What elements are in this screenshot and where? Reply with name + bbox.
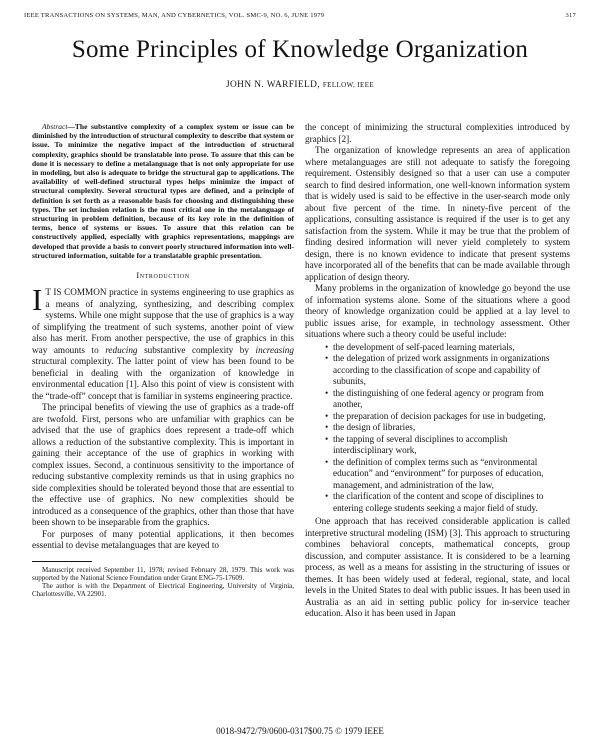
list-item — [305, 411, 570, 423]
right-paragraph-1: the concept of minimizing the structural complexities introduced by graphics [2]. — [305, 122, 570, 144]
list-item — [305, 388, 570, 411]
paper-title: Some Principles of Knowledge Organization — [71, 36, 529, 63]
list-item — [305, 353, 570, 388]
right-paragraph-2: The organization of knowledge represents an area of application where metalanguages are still not adequate to satisfy the foregoing requirement. Ostensibly designed so that a user can use a computer search to find desired information, one well-known information system that is widely used is said to be effective in the user-search mode only about five percent of the time. In ninety-five percent of the applications, consulting assistance is required if the user is to get any satisfaction from the system. While it may be true that the problem of finding desired information will never yield completely to system design, there is no known evidence to indicate that present systems have incorporated all of the benefits that can be made available through application of design theory. — [305, 145, 570, 282]
bullet-icon: • — [325, 456, 329, 467]
applications-list — [305, 342, 570, 515]
running-head — [24, 12, 576, 19]
bullet-icon: • — [325, 353, 329, 363]
bullet-icon: • — [325, 491, 329, 501]
intro-p1-text-a: T IS COMMON practice in systems engineering to use graphics as a means of analyzing, synthesizing, and describing complex systems. While one might suppose that the use of graphics is a way of simplifying the treatment of such systems, another point of view also has merit. From another perspective, the use of graphics in this way amounts to — [32, 287, 294, 355]
author-name: JOHN N. WARFIELD, — [225, 80, 321, 90]
list-item — [305, 491, 570, 514]
intro-paragraph-3: For purposes of many potential applications, it then becomes essential to devise metalanguages that are keyed to — [32, 528, 294, 551]
bullet-icon: • — [325, 433, 329, 444]
list-item-text: the design of libraries, — [333, 422, 416, 432]
footnote-manuscript: Manuscript received September 11, 1978; revised February 28, 1979. This work was supported by the National Science Foundation under Grant ENG-75-17609. — [32, 565, 294, 582]
author-role: FELLOW, IEEE — [322, 81, 375, 89]
abstract-label: Abstract — [42, 122, 68, 131]
intro-p1-emphasis-1: reducing — [105, 344, 138, 355]
list-item-text: the distinguishing of one federal agency or program from another, — [333, 387, 544, 409]
intro-paragraph-1 — [32, 282, 294, 402]
bullet-icon: • — [325, 341, 329, 352]
intro-p1-text-b: substantive complexity by — [137, 344, 256, 355]
page-number: 317 — [565, 12, 576, 19]
list-item-text: the tapping of several disciplines to accomplish interdisciplinary work, — [333, 433, 508, 455]
section-heading-introduction: Introduction — [136, 271, 190, 281]
copyright-footer: 0018-9472/79/0600-0317$00.75 © 1979 IEEE — [216, 726, 384, 736]
journal-header: IEEE TRANSACTIONS ON SYSTEMS, MAN, AND CYBERNETICS, VOL. SMC-9, NO. 6, JUNE 1979 — [24, 12, 325, 19]
bullet-icon: • — [325, 387, 329, 398]
list-item — [305, 422, 570, 434]
drop-cap: I — [32, 282, 43, 318]
list-item — [305, 457, 570, 492]
author-line — [0, 80, 600, 90]
intro-p1-text-c: structural complexity. The latter point of view has been found to be beneficial in dealing with the organization of knowledge in environmental education [1]. Also this point of view is consistent with the “trade-off” concept that is familiar in systems engineering practice. — [32, 356, 294, 401]
list-item — [305, 342, 570, 354]
abstract — [32, 122, 294, 260]
bullet-icon: • — [325, 410, 329, 421]
footnote-affiliation: The author is with the Department of Electrical Engineering, University of Virginia, Charlottesville, VA 22901. — [32, 582, 294, 599]
list-item-text: the delegation of prized work assignments in organizations according to the classification of scope and capability of subunits, — [333, 353, 550, 386]
right-paragraph-4: One approach that has received considerable application is called interpretive structural modeling (ISM) [3]. This approach to structuring combines behavioral concepts, mathematical concepts, group discussion, and computer assistance. It is considered to be a learning process, as well as a means for assisting in the structuring of issues or themes. It has been widely used at federal, regional, state, and local levels in the United States to deal with public issues. It has been used in Australia as an aid in setting public policy for in-service teacher education. Also it has been used in Japan — [305, 516, 570, 618]
abstract-text: —The substantive complexity of a complex system or issue can be diminished by the introduction of structural complexity to describe that system or issue. To minimize the negative impact of the introduction of structural complexity, graphics should be translatable into prose. To assure that this can be done it is necessary to define a metalanguage that is not only appropriate for use in modeling, but also is adequate to bridge the structural gap to applications. The availability of well-defined structural types helps minimize the impact of structural complexity. Several structural types are defined, and a principle of definition is set forth as a reasonable basis for choosing and distinguishing these types. The set inclusion relation is the most critical one in the metalanguage of structuring in problem definition, because of its key role in the definition of terms, hence of systems or issues. To assure that this relation can be constructively applied, especially with graphics representations, mappings are developed that provide a basis to convert poorly structured information into well-structured information, suitable for a translatable graphic presentation. — [32, 122, 294, 260]
right-paragraph-3: Many problems in the organization of knowledge go beyond the use of information systems alone. Some of the situations where a good theory of knowledge organization could be applied at a lay level to public issues arise, for example, in technology assessment. Other situations where such a theory could be useful include: — [305, 283, 570, 339]
list-item-text: the development of self-paced learning materials, — [333, 341, 515, 352]
list-item-text: the clarification of the content and scope of disciplines to entering college students seeking a major field of study. — [333, 491, 544, 513]
left-column — [32, 122, 294, 599]
right-column — [305, 122, 570, 620]
list-item — [305, 434, 570, 457]
bullet-icon: • — [325, 422, 329, 432]
intro-p1-emphasis-2: increasing — [255, 344, 294, 355]
list-item-text: the preparation of decision packages for use in budgeting, — [333, 410, 546, 421]
intro-paragraph-2: The principal benefits of viewing the use of graphics as a trade-off are twofold. First, persons who are unfamiliar with graphics can be advised that the use of graphics does represent a trade-off which allows a reduction of the substantive complexity. This is important in gaining their acceptance of the use of graphics in working with complex issues. Second, a continuous sensitivity to the importance of reducing substantive complexity reminds us that in using graphics no side complexities should be tolerated beyond those that are essential to the effective use of graphics. No new complexities should be introduced as a consequence of the graphics, other than those that have been shown to be inseparable from the graphics. — [32, 402, 294, 528]
footnote-rule — [32, 561, 92, 562]
list-item-text: the definition of complex terms such as “environmental education” and “environment” for purposes of education, management, and administration of the law, — [333, 456, 544, 490]
